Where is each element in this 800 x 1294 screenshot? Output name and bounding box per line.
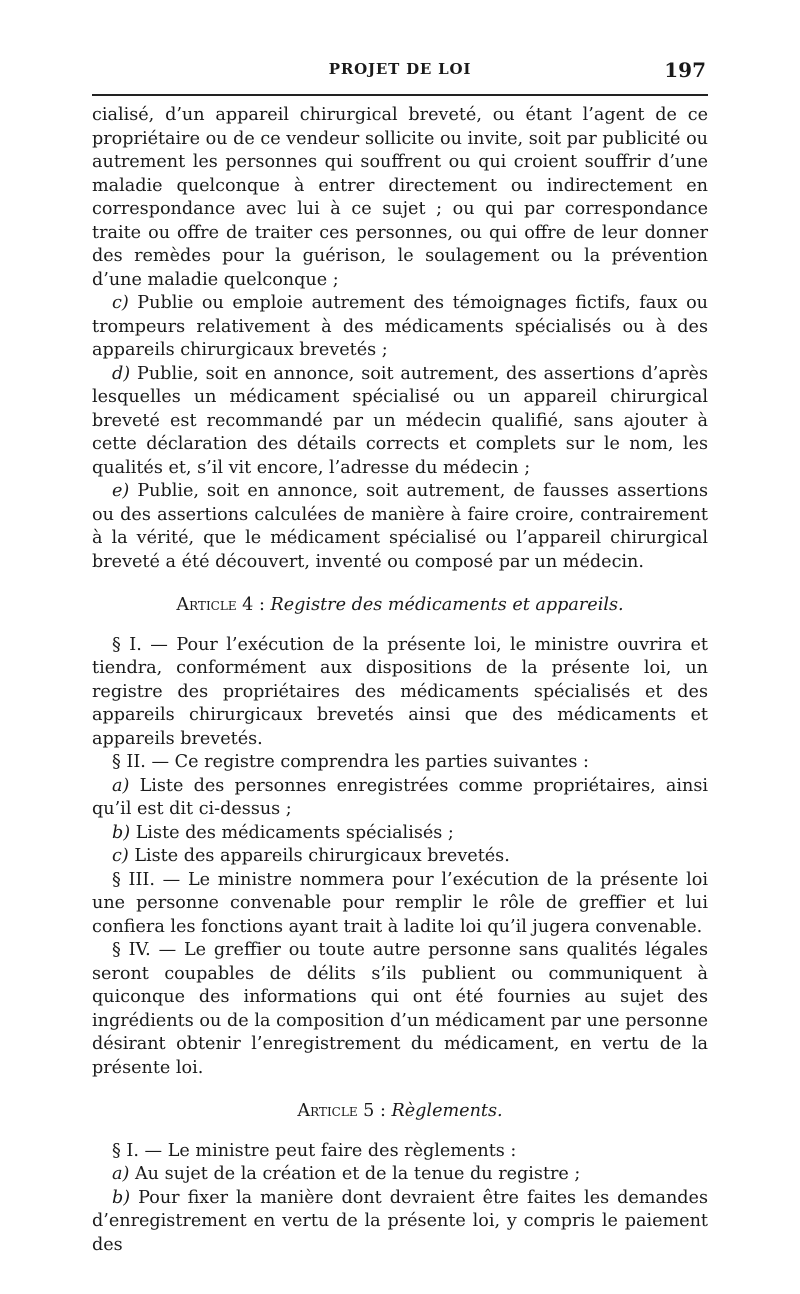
article-separator: : (374, 1101, 392, 1121)
list-item-e (92, 480, 708, 574)
item-text: Liste des appareils chirurgicaux brevetés. (134, 846, 510, 866)
header-rule (92, 94, 708, 96)
page-number: 197 (664, 58, 706, 82)
item-marker: b) (112, 822, 131, 843)
article-title: Règlements. (391, 1101, 503, 1121)
list-item-d (92, 363, 708, 481)
section-ii: § II. — Ce registre comprendra les parties suivantes : (112, 752, 589, 772)
page-header (92, 58, 708, 88)
item-marker: d) (112, 363, 131, 384)
article-label: Article 5 (297, 1101, 375, 1121)
list-item-a (92, 775, 708, 822)
item-marker: e) (112, 481, 130, 501)
item-marker: a) (112, 775, 130, 796)
paragraph-intro: cialisé, d’un appareil chirurgical breveté, ou étant l’agent de ce propriétaire ou de ce vendeur sollicite ou invite, soit par publicité ou autrement les personnes qui souffrent ou qui croient souffrir d’une maladie quelconque à entrer directement ou indirectement en correspondance avec lui à ce sujet ; ou qui par correspondance traite ou offre de traiter ces personnes, ou qui offre de leur donner des remèdes pour la guérison, le soulagement ou la prévention d’une maladie quelconque ; (92, 105, 708, 290)
running-title: PROJET DE LOI (328, 60, 472, 78)
item-text: Liste des médicaments spécialisés ; (135, 822, 454, 843)
list-item-b (92, 822, 708, 846)
article-5-heading (92, 1100, 708, 1124)
item-text: Publie ou emploie autrement des témoignages fictifs, faux ou trompeurs relativement à des médicaments spécialisés ou à des appareils chirurgicaux brevetés ; (92, 293, 709, 360)
item-marker: b) (112, 1187, 131, 1208)
list-item-c (92, 845, 708, 869)
list-item-b (92, 1187, 708, 1258)
article-4-heading (92, 594, 708, 618)
section-iii: § III. — Le ministre nommera pour l’exécution de la présente loi une personne convenable pour remplir le rôle de greffier et lui confiera les fonctions ayant trait à ladite loi qu’il jugera convenable. (92, 869, 708, 937)
item-text: Au sujet de la création et de la tenue du registre ; (134, 1164, 581, 1184)
item-marker: c) (112, 846, 129, 866)
item-text: Liste des personnes enregistrées comme propriétaires, ainsi qu’il est dit ci-dessus ; (92, 775, 709, 819)
item-text: Pour fixer la manière dont devraient être faites les demandes d’enregistrement en vertu de la présente loi, y compris le paiement des (92, 1187, 708, 1255)
list-item-c (92, 292, 708, 363)
item-text: Publie, soit en annonce, soit autrement, de fausses assertions ou des assertions calculées de manière à faire croire, contrairement à la vérité, que le médicament spécialisé ou l’appareil chirurgical breveté a été découvert, inventé ou composé par un médecin. (92, 481, 708, 572)
article-label: Article 4 (176, 595, 254, 615)
section-i: § I. — Le ministre peut faire des règlements : (112, 1140, 517, 1161)
item-text: Publie, soit en annonce, soit autrement, des assertions d’après lesquelles un médicament spécialisé ou un appareil chirurgical breveté est recommandé par un médecin qualifié, sans ajouter à cette déclaration des détails corrects et complets sur le nom, les qualités et, s’il vit encore, l’adresse du médecin ; (92, 363, 708, 478)
section-iv: § IV. — Le greffier ou toute autre personne sans qualités légales seront coupables de délits s’ils publient ou communiquent à quiconque des informations qui ont été fournies au sujet des ingrédients ou de la composition d’un médicament par une personne désirant obtenir l’enregistrement du médicament, en vertu de la présente loi. (92, 940, 708, 1078)
item-marker: a) (112, 1164, 130, 1184)
list-item-a (92, 1163, 708, 1187)
section-i: § I. — Pour l’exécution de la présente loi, le ministre ouvrira et tiendra, conformément aux dispositions de la présente loi, un registre des propriétaires des médicaments spécialisés et des appareils chirurgicaux brevetés ainsi que des médicaments et appareils brevetés. (92, 634, 708, 749)
item-marker: c) (112, 293, 129, 313)
body-text (92, 104, 708, 1257)
article-separator: : (253, 595, 271, 615)
article-title: Registre des médicaments et appareils. (270, 595, 624, 615)
